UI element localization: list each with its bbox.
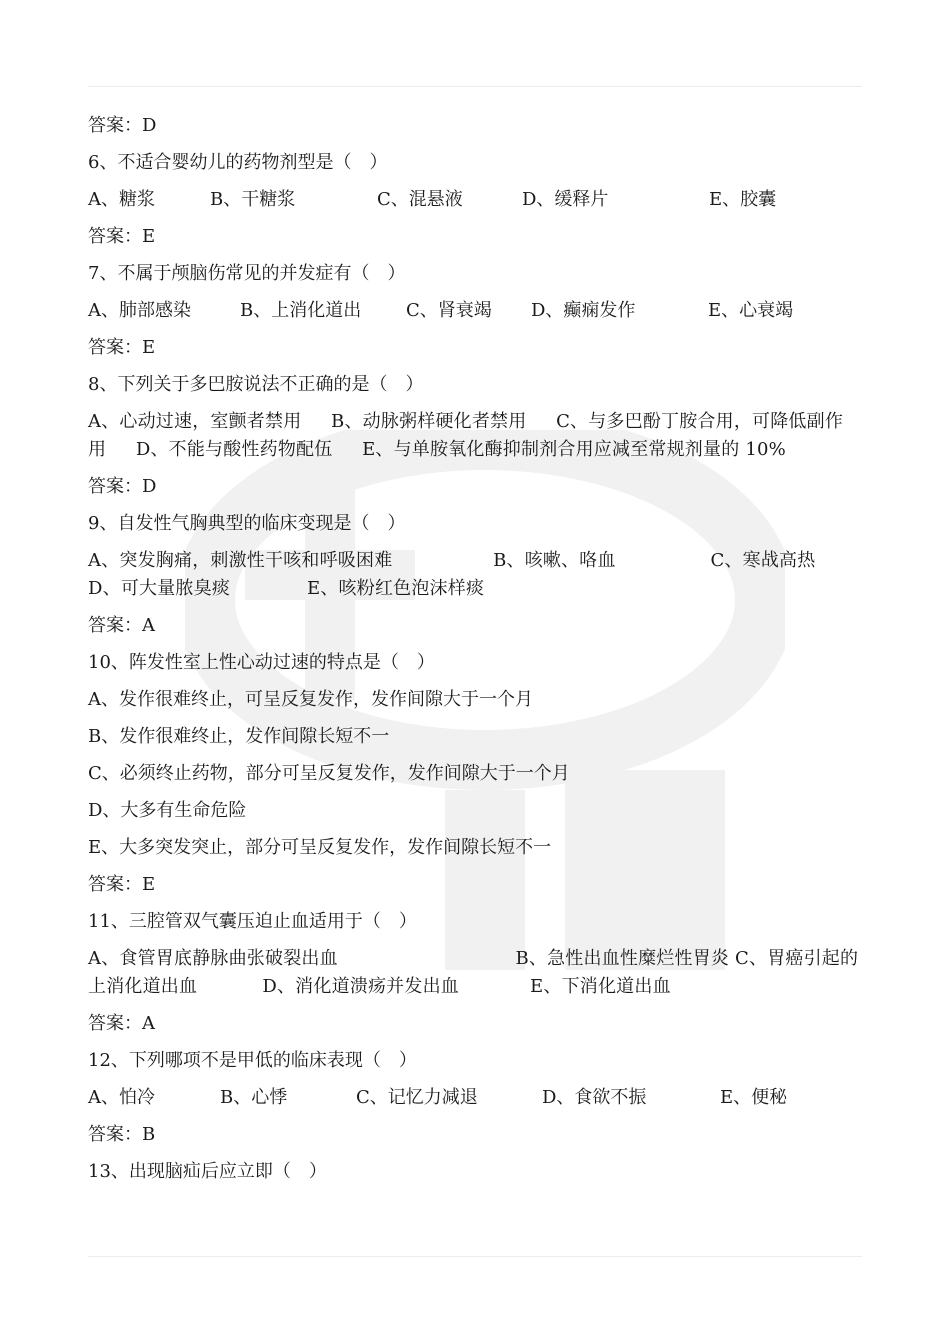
answer-q12: 答案：B xyxy=(88,1124,156,1145)
option-c: C、与多巴酚丁胺合用，可降低副作用 xyxy=(88,411,844,460)
option-a: A、突发胸痛，刺激性干咳和呼吸困难 xyxy=(88,550,393,571)
option-e: E、心衰竭 xyxy=(708,300,794,321)
header-divider xyxy=(88,86,862,87)
answer-q5: 答案：D xyxy=(88,115,157,136)
option-d: D、不能与酸性药物配伍 xyxy=(135,439,333,460)
option-c: C、记忆力减退 xyxy=(356,1087,478,1108)
option-a: A、发作很难终止，可呈反复发作，发作间隙大于一个月 xyxy=(88,689,533,710)
option-b: B、咳嗽、咯血 xyxy=(493,550,616,571)
question-6-options xyxy=(88,186,864,214)
option-a: A、心动过速，室颤者禁用 xyxy=(88,411,302,432)
question-9-options xyxy=(88,547,864,603)
option-e: E、与单胺氧化酶抑制剂合用应减至常规剂量的 10% xyxy=(362,439,786,460)
answer-q6: 答案：E xyxy=(88,226,156,247)
option-a: A、怕冷 xyxy=(88,1087,155,1108)
answer-q10: 答案：E xyxy=(88,874,156,895)
option-b: B、急性出血性糜烂性胃炎 xyxy=(515,948,730,969)
option-a: A、肺部感染 xyxy=(88,300,191,321)
option-c: C、胃癌引起的上消化道出血 xyxy=(88,948,859,997)
option-c: C、必须终止药物，部分可呈反复发作，发作间隙大于一个月 xyxy=(88,763,570,784)
option-d: D、缓释片 xyxy=(522,189,609,210)
option-e: E、大多突发突止，部分可呈反复发作，发作间隙长短不一 xyxy=(88,837,552,858)
question-13-stem: 13、出现脑疝后应立即（ ） xyxy=(88,1161,327,1182)
option-b: B、心悸 xyxy=(220,1087,288,1108)
question-10-stem: 10、阵发性室上性心动过速的特点是（ ） xyxy=(88,652,435,673)
option-b: B、上消化道出 xyxy=(240,300,362,321)
option-b: B、发作很难终止，发作间隙长短不一 xyxy=(88,726,390,747)
option-b: B、干糖浆 xyxy=(210,189,296,210)
answer-q7: 答案：E xyxy=(88,337,156,358)
option-a: A、糖浆 xyxy=(88,189,155,210)
question-6-stem: 6、不适合婴幼儿的药物剂型是（ ） xyxy=(88,152,388,173)
option-c: C、肾衰竭 xyxy=(406,300,492,321)
option-d: D、可大量脓臭痰 xyxy=(88,578,231,599)
answer-q11: 答案：A xyxy=(88,1013,155,1034)
question-11-options xyxy=(88,945,864,1001)
option-d: D、大多有生命危险 xyxy=(88,800,247,821)
option-d: D、消化道溃疡并发出血 xyxy=(262,976,459,997)
option-e: E、便秘 xyxy=(720,1087,788,1108)
option-c: C、寒战高热 xyxy=(710,550,816,571)
answer-q8: 答案：D xyxy=(88,476,157,497)
option-d: D、食欲不振 xyxy=(542,1087,647,1108)
question-11-stem: 11、三腔管双气囊压迫止血适用于（ ） xyxy=(88,911,417,932)
footer-divider xyxy=(88,1256,862,1257)
question-8-stem: 8、下列关于多巴胺说法不正确的是（ ） xyxy=(88,374,424,395)
option-c: C、混悬液 xyxy=(377,189,463,210)
option-a: A、食管胃底静脉曲张破裂出血 xyxy=(88,948,338,969)
option-e: E、咳粉红色泡沫样痰 xyxy=(307,578,485,599)
question-8-options xyxy=(88,408,864,464)
option-e: E、胶囊 xyxy=(709,189,777,210)
question-12-options xyxy=(88,1084,864,1112)
question-9-stem: 9、自发性气胸典型的临床变现是（ ） xyxy=(88,513,406,534)
question-7-stem: 7、不属于颅脑伤常见的并发症有（ ） xyxy=(88,263,406,284)
option-e: E、下消化道出血 xyxy=(530,976,671,997)
option-d: D、癫痫发作 xyxy=(531,300,636,321)
question-7-options xyxy=(88,297,864,325)
question-12-stem: 12、下列哪项不是甲低的临床表现（ ） xyxy=(88,1050,417,1071)
answer-q9: 答案：A xyxy=(88,615,155,636)
option-b: B、动脉粥样硬化者禁用 xyxy=(331,411,527,432)
exam-content xyxy=(88,112,864,1186)
